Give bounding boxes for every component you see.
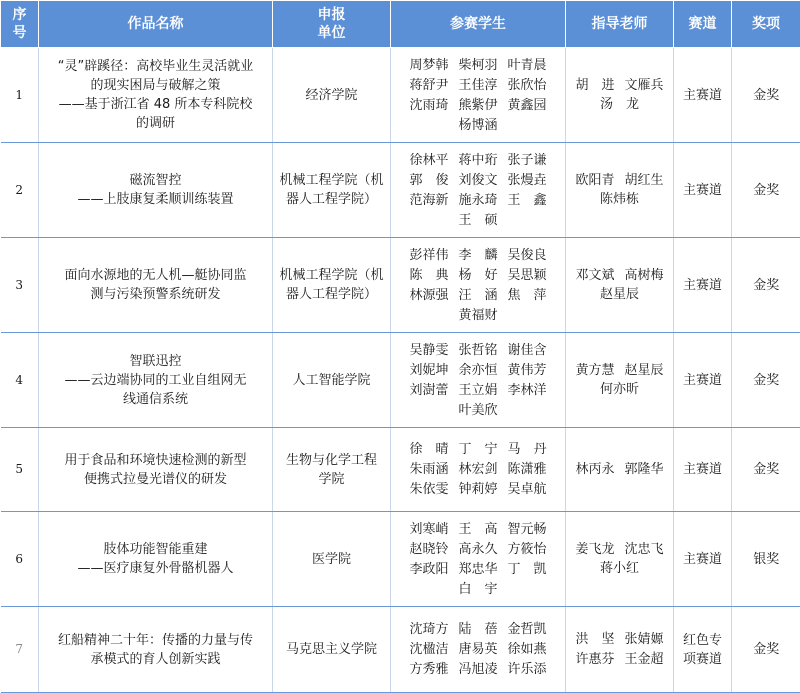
row-seq: 7 — [1, 607, 39, 693]
teachers: 洪 坚 张婧嫄 许惠芬 王金超 — [566, 607, 674, 693]
students: 徐 晴 丁 宁 马 丹 朱雨涵 林宏剑 陈潇雅 朱依雯 钟莉婷 吴卓航 — [391, 428, 566, 512]
award: 金奖 — [732, 333, 800, 428]
unit: 机械工程学院（机 器人工程学院） — [273, 238, 391, 333]
teachers: 林丙永 郭隆华 — [566, 428, 674, 512]
table-row — [1, 48, 800, 143]
table-row — [1, 512, 800, 607]
header-award: 奖项 — [732, 1, 800, 48]
teachers: 邓文斌 高树梅 赵星辰 — [566, 238, 674, 333]
students: 刘寒峭 王 高 智元畅 赵晓铃 高永久 方筱怡 李政阳 郑忠华 丁 凯 白 宇 — [391, 512, 566, 607]
track: 主赛道 — [674, 428, 732, 512]
table-row — [1, 607, 800, 693]
students: 周梦韩 柴柯羽 叶青晨 蒋舒尹 王佳淳 张欣怡 沈雨琦 熊紫伊 黄鑫园 杨博涵 — [391, 48, 566, 143]
table-row — [1, 428, 800, 512]
row-seq: 2 — [1, 143, 39, 238]
track: 主赛道 — [674, 238, 732, 333]
header-unit: 申报 单位 — [273, 1, 391, 48]
unit: 人工智能学院 — [273, 333, 391, 428]
teachers: 姜飞龙 沈忠飞 蒋小红 — [566, 512, 674, 607]
work-title: 红船精神二十年：传播的力量与传 承模式的育人创新实践 — [39, 607, 273, 693]
header-track: 赛道 — [674, 1, 732, 48]
teachers: 黄方慧 赵星辰 何亦昕 — [566, 333, 674, 428]
row-seq: 3 — [1, 238, 39, 333]
unit: 马克思主义学院 — [273, 607, 391, 693]
track: 主赛道 — [674, 143, 732, 238]
award: 金奖 — [732, 238, 800, 333]
track: 主赛道 — [674, 512, 732, 607]
table-row — [1, 333, 800, 428]
unit: 经济学院 — [273, 48, 391, 143]
students: 吴静雯 张哲铭 谢佳含 刘妮坤 余亦恒 黄伟芳 刘澍蕾 王立娟 李林洋 叶美欣 — [391, 333, 566, 428]
award: 金奖 — [732, 48, 800, 143]
unit: 医学院 — [273, 512, 391, 607]
row-seq: 4 — [1, 333, 39, 428]
award: 金奖 — [732, 143, 800, 238]
header-work-name: 作品名称 — [39, 1, 273, 48]
teachers: 欧阳青 胡红生 陈炜栋 — [566, 143, 674, 238]
row-seq: 5 — [1, 428, 39, 512]
students: 彭祥伟 李 麟 吴俊良 陈 典 杨 好 吴思颖 林源强 汪 涵 焦 萍 黄福财 — [391, 238, 566, 333]
award: 银奖 — [732, 512, 800, 607]
table-header-row — [1, 1, 800, 48]
award: 金奖 — [732, 607, 800, 693]
students: 沈琦方 陆 蓓 金哲凯 沈楹洁 唐易英 徐如燕 方秀雅 冯旭凌 许乐添 — [391, 607, 566, 693]
header-students: 参赛学生 — [391, 1, 566, 48]
track: 主赛道 — [674, 333, 732, 428]
students: 徐林平 蒋中珩 张子谦 郭 俊 刘俊文 张熳垚 范海新 施永琦 王 鑫 王 硕 — [391, 143, 566, 238]
track: 主赛道 — [674, 48, 732, 143]
work-title: “灵”辟蹊径：高校毕业生灵活就业 的现实困局与破解之策 ——基于浙江省 48 所本专科院校 的调研 — [39, 48, 273, 143]
work-title: 面向水源地的无人机—艇协同监 测与污染预警系统研发 — [39, 238, 273, 333]
table-row — [1, 143, 800, 238]
header-seq: 序 号 — [1, 1, 39, 48]
work-title: 智联迅控 ——云边端协同的工业自组网无 线通信系统 — [39, 333, 273, 428]
award: 金奖 — [732, 428, 800, 512]
row-seq: 1 — [1, 48, 39, 143]
unit: 生物与化学工程 学院 — [273, 428, 391, 512]
teachers: 胡 进 文雁兵 汤 龙 — [566, 48, 674, 143]
track: 红色专 项赛道 — [674, 607, 732, 693]
header-teachers: 指导老师 — [566, 1, 674, 48]
work-title: 磁流智控 ——上肢康复柔顺训练装置 — [39, 143, 273, 238]
unit: 机械工程学院（机 器人工程学院） — [273, 143, 391, 238]
table-row — [1, 238, 800, 333]
row-seq: 6 — [1, 512, 39, 607]
work-title: 肢体功能智能重建 ——医疗康复外骨骼机器人 — [39, 512, 273, 607]
work-title: 用于食品和环境快速检测的新型 便携式拉曼光谱仪的研发 — [39, 428, 273, 512]
